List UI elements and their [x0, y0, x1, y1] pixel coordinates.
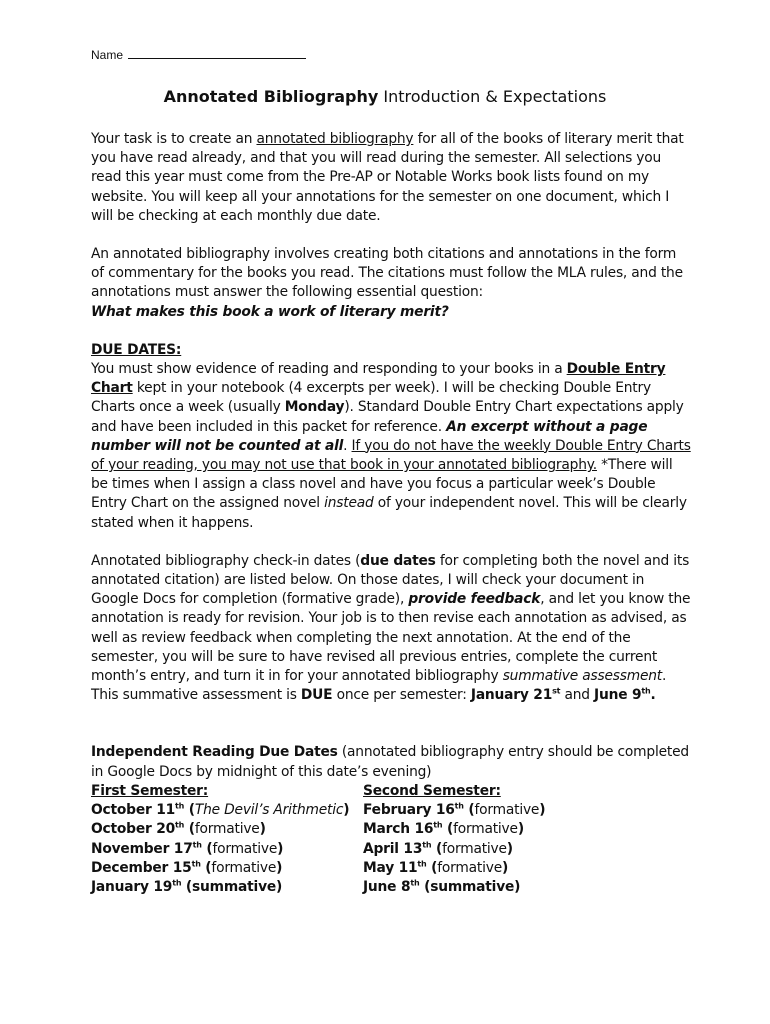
- instead-term: instead: [324, 495, 374, 512]
- page-title: [0, 87, 770, 106]
- title-bold: Annotated Bibliography: [163, 87, 379, 106]
- checkin-paragraph: [91, 552, 691, 706]
- date-sup: th: [172, 878, 182, 888]
- table-row: December 15th (formative) May 11th (formative): [91, 859, 509, 876]
- date-sup: th: [417, 859, 427, 869]
- first-semester-label: First Semester:: [91, 782, 209, 799]
- excerpt-warning: An excerpt without a page number will not be counted at all: [91, 418, 648, 454]
- date-note: summative: [430, 878, 515, 895]
- due-term: DUE: [300, 687, 333, 704]
- date-note: formative: [211, 859, 277, 876]
- due-text-b: kept in your notebook (4 excerpts per week). I will be checking Double Entry Charts once a week (usually: [91, 380, 651, 416]
- due-dates-heading: DUE DATES:: [91, 341, 182, 358]
- checkin-text-d: . This summative assessment is: [91, 668, 667, 704]
- date-text: March 16: [363, 821, 434, 838]
- january-sup: st: [552, 686, 561, 696]
- date-text: December 15: [91, 859, 192, 876]
- checkin-and: and: [560, 687, 595, 704]
- monday-term: Monday: [284, 399, 345, 416]
- name-label: Name: [91, 48, 124, 62]
- independent-reading-section: [91, 743, 691, 897]
- january-date: [471, 687, 560, 703]
- june-date: [594, 687, 656, 703]
- definition-text: An annotated bibliography involves creating both citations and annotations in the form of commentary for the books you read. The citations must follow the MLA rules, and the annotations must answer the following essential question:: [91, 246, 683, 301]
- date-note: formative: [474, 802, 540, 819]
- checkin-text-b: for completing both the novel and its annotated citation) are listed below. On those dates, I will check your document in Google Docs for completion (formative grade),: [91, 552, 690, 608]
- date-text: June 8: [363, 878, 411, 895]
- date-text: April 13: [363, 840, 423, 857]
- date-text: May 11: [363, 859, 418, 876]
- summative-assessment-term: summative assessment: [502, 668, 663, 685]
- intro-text-1: Your task is to create an: [91, 131, 257, 147]
- date-note: summative: [192, 878, 277, 895]
- date-text: October 20: [91, 821, 176, 838]
- checkin-text-a: Annotated bibliography check-in dates (: [91, 552, 361, 569]
- date-text: January 19: [91, 878, 173, 895]
- ird-note: (annotated bibliography entry should be completed in Google Docs by midnight of this date’s evening): [91, 744, 689, 780]
- date-text: October 11: [91, 802, 176, 819]
- table-row: January 19th (summative) June 8th (summative): [91, 878, 521, 895]
- intro-text-2: for all of the books of literary merit that you have read already, and that you will read during the semester. All selections you read this year must come from the Pre-AP or Notable Works book lists found on my website. You will keep all your annotations for the semester on one document, which I will be checking at each monthly due date.: [91, 131, 684, 224]
- due-text-e: *There will be times when I assign a class novel and have you focus a particular week’s Double Entry Chart on the assigned novel: [91, 457, 673, 512]
- date-sup: th: [433, 820, 443, 830]
- title-rest: Introduction & Expectations: [378, 87, 607, 106]
- name-blank-line: [128, 47, 306, 59]
- june-sup: th: [641, 686, 651, 696]
- definition-paragraph: [91, 245, 691, 322]
- document-body: [91, 130, 691, 897]
- date-note: formative: [437, 859, 502, 876]
- date-sup: th: [191, 859, 201, 869]
- due-text-d: .: [343, 437, 352, 454]
- june-text: June 9: [594, 687, 642, 704]
- provide-feedback-term: provide feedback: [408, 591, 541, 608]
- checkin-text-e: once per semester:: [332, 687, 471, 704]
- date-text: November 17: [91, 840, 193, 857]
- ird-heading: Independent Reading Due Dates: [91, 744, 338, 761]
- june-period: .: [650, 687, 656, 704]
- date-note: formative: [212, 840, 278, 857]
- date-sup: th: [422, 839, 432, 849]
- name-field: [91, 47, 306, 62]
- date-note: formative: [194, 821, 260, 838]
- intro-underlined: annotated bibliography: [256, 131, 414, 147]
- due-dates-term: due dates: [360, 552, 436, 569]
- date-note: formative: [442, 840, 507, 857]
- table-row: October 11th (The Devil’s Arithmetic) February 16th (formative): [91, 801, 546, 819]
- date-sup: th: [175, 801, 185, 811]
- table-row: November 17th (formative) April 13th (formative): [91, 839, 513, 857]
- date-sup: th: [192, 839, 202, 849]
- second-semester-label: Second Semester:: [363, 782, 501, 799]
- essential-question: What makes this book a work of literary merit?: [91, 303, 449, 320]
- january-text: January 21: [470, 687, 553, 704]
- due-underlined-rule: If you do not have the weekly Double Entry Charts of your reading, you may not use that book in your annotated bibliography.: [91, 437, 691, 474]
- date-sup: th: [454, 801, 464, 811]
- date-note: The Devil’s Arithmetic: [194, 802, 344, 819]
- date-sup: th: [410, 878, 420, 888]
- due-text-c: ). Standard Double Entry Chart expectations apply and have been included in this packet for reference.: [91, 399, 684, 435]
- due-dates-paragraph: [91, 341, 691, 533]
- due-dates-table: [91, 782, 545, 897]
- date-sup: th: [175, 820, 185, 830]
- table-row: October 20th (formative) March 16th (formative): [91, 820, 524, 838]
- due-text-a: You must show evidence of reading and responding to your books in a: [91, 361, 567, 378]
- double-entry-chart-term: Double Entry Chart: [91, 361, 666, 397]
- date-note: formative: [453, 821, 518, 838]
- date-text: February 16: [363, 802, 455, 819]
- due-text-f: of your independent novel. This will be clearly stated when it happens.: [91, 495, 687, 531]
- intro-paragraph: [91, 130, 691, 226]
- checkin-text-c: , and let you know the annotation is ready for revision. Your job is to then revise each annotation as advised, as well as review feedback when completing the next annotation. At the end of the semester, you will be sure to have revised all previous entries, complete the current month’s entry, and turn it in for your annotated bibliography: [91, 591, 691, 685]
